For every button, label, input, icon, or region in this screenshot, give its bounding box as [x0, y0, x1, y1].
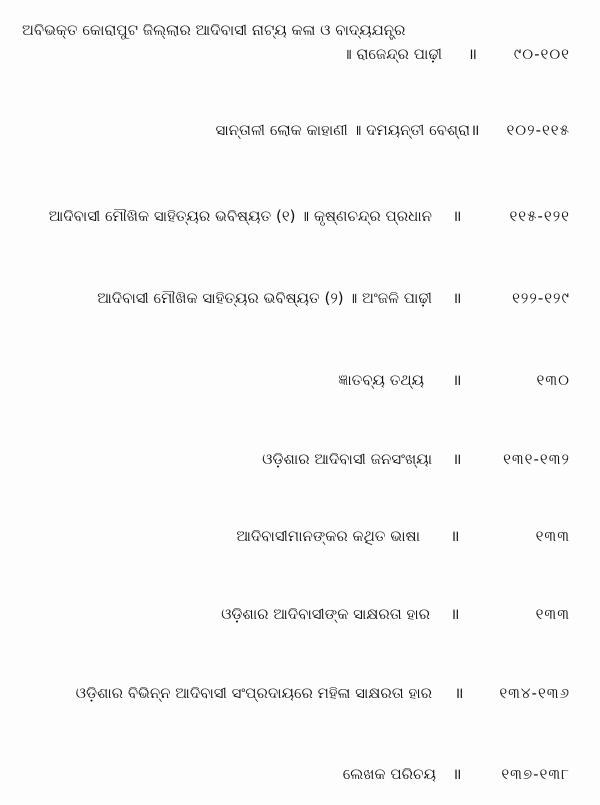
toc-entry-title: ଆଦିବାସୀ ମୌଖିକ ସାହିତ୍ୟର ଭବିଷ୍ୟତ (୧) ॥ କୃଷ୍ଣଚନ୍ଦ୍ର ପ୍ରଧାନ [48, 207, 432, 225]
toc-entry-title: ଆଦିବାସୀ ମୌଖିକ ସାହିତ୍ୟର ଭବିଷ୍ୟତ (୨) ॥ ଅଂଜଳି ପାଢ଼ୀ [97, 289, 432, 307]
toc-page-range: ୧୩୩ [535, 605, 570, 623]
toc-separator: ॥ [470, 121, 480, 139]
toc-page-range: ୧୩୪-୧୩୬ [499, 684, 570, 702]
toc-separator: ॥ [450, 527, 460, 545]
toc-entry [0, 118, 600, 142]
toc-entry-title: ଓଡ଼ିଶାର ବିଭିନ୍ନ ଆଦିବାସୀ ସଂପ୍ରଦାୟରେ ମହିଳା ସାକ୍ଷରତା ହାର [75, 684, 432, 702]
toc-entry [0, 368, 600, 392]
toc-entry-title: ଲେଖକ ପରିଚୟ [342, 765, 436, 783]
toc-separator: ॥ [468, 45, 477, 63]
toc-separator: ॥ [452, 450, 462, 468]
toc-entry [0, 286, 600, 310]
toc-entry-title: ଓଡ଼ିଶାର ଆଦିବାସୀଙ୍କ ସାକ୍ଷରତା ହାର [221, 605, 430, 623]
toc-entry [0, 762, 600, 786]
toc-separator: ॥ [452, 765, 462, 783]
toc-page-range: ୧୩୩ [535, 527, 570, 545]
toc-page-range: ୧୩୦ [536, 371, 570, 389]
toc-entry-title: ସାନ୍ତାଳୀ ଲୋକ କାହାଣୀ ॥ ଦମୟନ୍ତୀ ବେଶ୍ରା [215, 121, 470, 139]
toc-separator: ॥ [452, 289, 462, 307]
toc-page-range: ୯୦-୧୦୧ [513, 45, 570, 63]
toc-page-range: ୧୩୭-୧୩୮ [501, 765, 570, 783]
toc-entry-title: ଓଡ଼ିଶାର ଆଦିବାସୀ ଜନସଂଖ୍ୟା [262, 450, 432, 468]
toc-separator: ॥ [450, 605, 460, 623]
toc-separator: ॥ [454, 684, 464, 702]
toc-entry-title: ଜ୍ଞାତବ୍ୟ ତଥ୍ୟ [338, 371, 424, 389]
toc-page-range: ୧୩୧-୧୩୨ [503, 450, 570, 468]
toc-page-range: ୧୦୨-୧୧୫ [506, 121, 570, 139]
toc-entry-title: ଅବିଭକ୍ତ କୋରାପୁଟ ଜିଲ୍ଲାର ଆଦିବାସୀ ନାଟ୍ୟ କଳା ଓ ବାଦ୍ୟଯନ୍ତ୍ର [22, 21, 406, 39]
toc-separator: ॥ [452, 207, 462, 225]
toc-entry-author: ॥ ରାଜେନ୍ଦ୍ର ପାଢ଼ୀ [342, 45, 442, 63]
toc-page-range: ୧୨୨-୧୨୯ [512, 289, 570, 307]
toc-entry-title: ଆଦିବାସୀମାନଙ୍କର କଥିତ ଭାଷା [236, 527, 420, 545]
toc-page-range: ୧୧୫-୧୨୧ [509, 207, 570, 225]
toc-separator: ॥ [452, 371, 462, 389]
toc-entry [0, 524, 600, 548]
toc-entry [0, 447, 600, 471]
toc-entry [0, 602, 600, 626]
toc-entry [0, 681, 600, 705]
toc-entry [0, 204, 600, 228]
